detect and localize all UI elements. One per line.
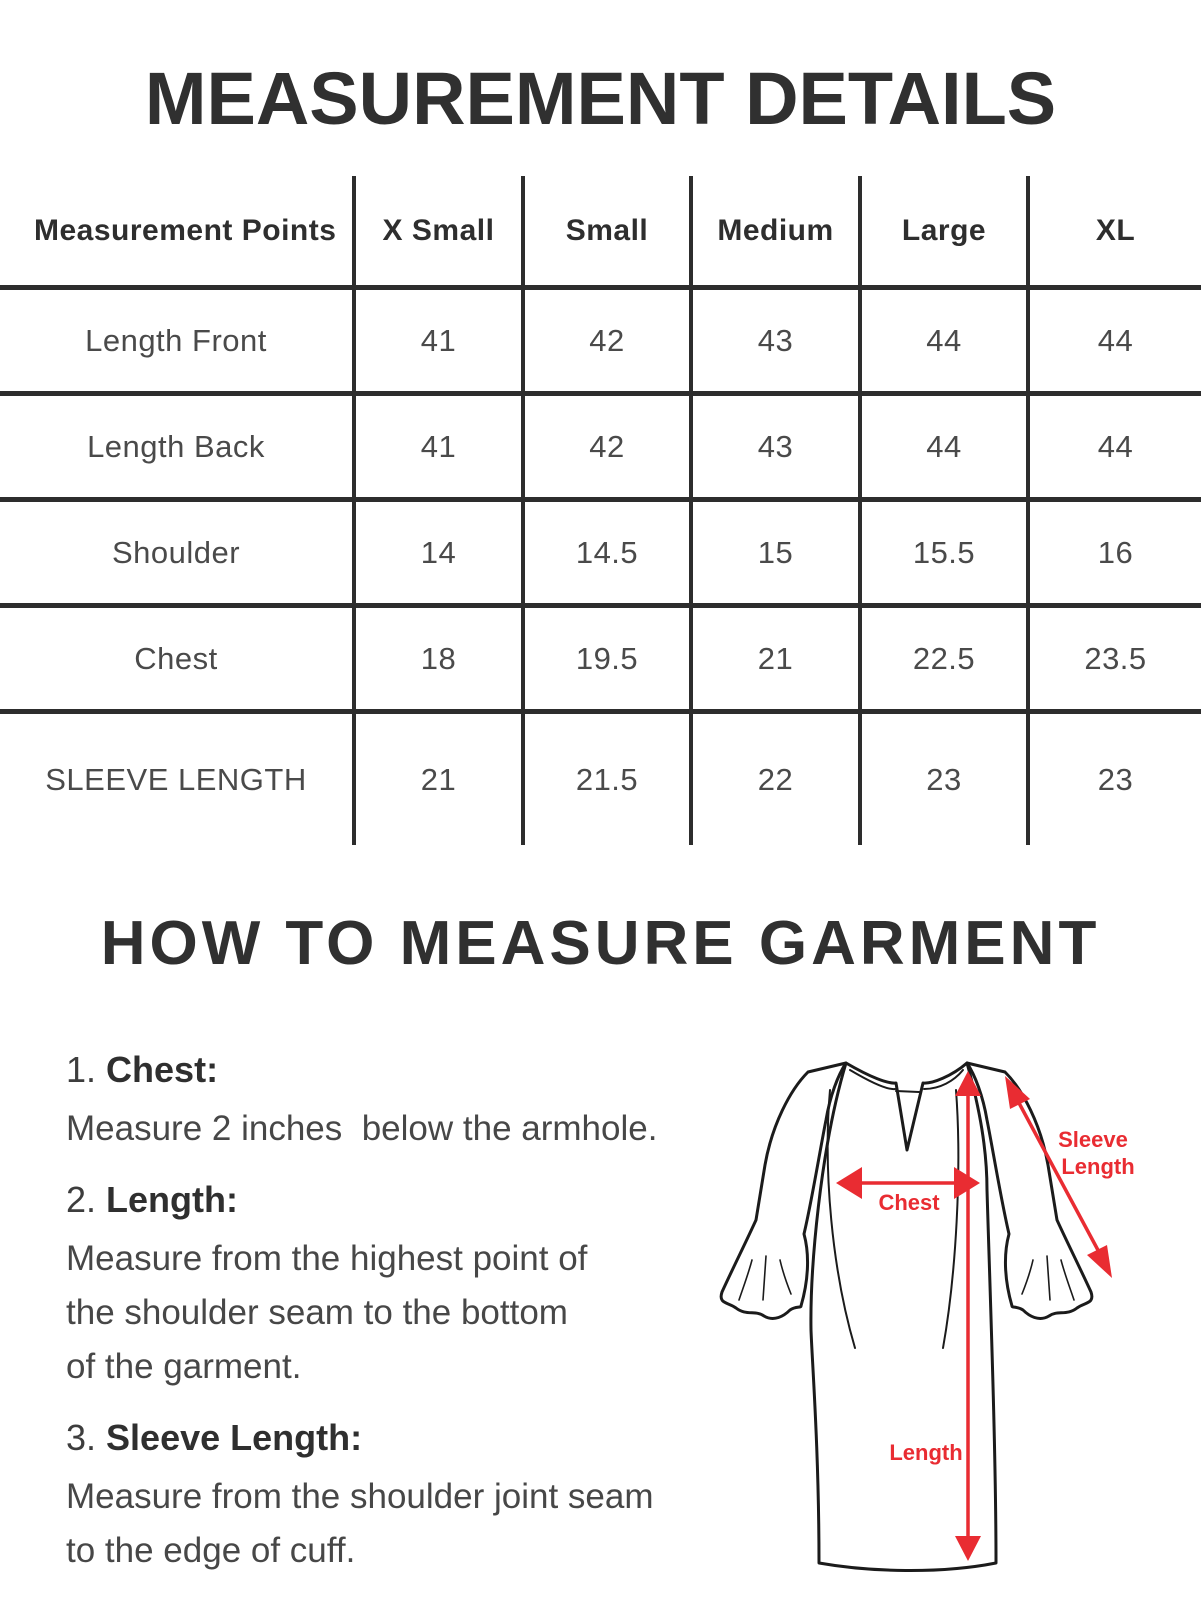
- table-cell: 15.5: [862, 502, 1030, 603]
- row-label: Length Front: [0, 290, 356, 391]
- row-label: Length Back: [0, 396, 356, 497]
- table-cell: 42: [525, 290, 693, 391]
- table-header-row: [0, 176, 1201, 290]
- table-cell: 41: [356, 396, 525, 497]
- page-title: MEASUREMENT DETAILS: [144, 57, 1057, 140]
- table-cell: 43: [693, 396, 862, 497]
- table-cell: 43: [693, 290, 862, 391]
- step-heading: [66, 1048, 721, 1092]
- table-cell: 21: [356, 714, 525, 845]
- table-cell: 14: [356, 502, 525, 603]
- table-row-shoulder: [0, 502, 1201, 608]
- sleeve-length-label-line1: Sleeve: [1058, 1127, 1128, 1152]
- table-row-sleeve-length: [0, 714, 1201, 845]
- table-cell: 16: [1097, 534, 1134, 570]
- column-header-medium: Medium: [693, 176, 862, 285]
- column-header-xl: XL: [1095, 213, 1136, 247]
- instruction-step-sleeve-length: [66, 1416, 721, 1578]
- column-header-x-small: X Small: [356, 176, 525, 285]
- table-cell: 21: [693, 608, 862, 709]
- table-row-chest: [0, 608, 1201, 714]
- table-cell: 19.5: [525, 608, 693, 709]
- table-cell: 42: [525, 396, 693, 497]
- length-arrow-label: Length: [889, 1440, 963, 1465]
- table-row-length-back: [0, 396, 1201, 502]
- step-text: of the garment.: [66, 1347, 302, 1386]
- step-number: 1.: [66, 1049, 97, 1090]
- chest-arrow-label: Chest: [878, 1190, 940, 1215]
- table-cell: 23: [1097, 761, 1134, 797]
- step-text: Measure 2 inches below the armhole.: [66, 1109, 658, 1148]
- step-label: Length:: [106, 1179, 239, 1220]
- table-cell: 23: [862, 714, 1030, 845]
- measurement-table: [0, 176, 1201, 845]
- neck-slit-bar: [896, 1091, 919, 1092]
- instructions-list: [66, 1048, 721, 1600]
- table-cell: 44: [1097, 322, 1134, 358]
- instruction-step-chest: [66, 1048, 721, 1156]
- table-cell: 44: [862, 396, 1030, 497]
- table-cell: 18: [356, 608, 525, 709]
- table-row-length-front: [0, 290, 1201, 396]
- dress-illustration: [660, 1030, 1180, 1600]
- how-to-measure-title: HOW TO MEASURE GARMENT: [100, 909, 1101, 978]
- step-number: 3.: [66, 1417, 97, 1458]
- row-label: Shoulder: [0, 502, 356, 603]
- sleeve-arrowhead-bottom: [1087, 1245, 1112, 1278]
- table-cell: 22.5: [862, 608, 1030, 709]
- step-text: Measure from the shoulder joint seam: [66, 1477, 654, 1516]
- row-label: SLEEVE LENGTH: [0, 714, 356, 845]
- table-cell: 44: [862, 290, 1030, 391]
- table-cell: 44: [1097, 428, 1134, 464]
- table-cell: 21.5: [525, 714, 693, 845]
- table-cell: 41: [356, 290, 525, 391]
- column-header-small: Small: [525, 176, 693, 285]
- table-cell: 14.5: [525, 502, 693, 603]
- step-text: the shoulder seam to the bottom: [66, 1293, 568, 1332]
- column-header-large: Large: [862, 176, 1030, 285]
- step-label: Chest:: [106, 1049, 219, 1090]
- table-cell: 23.5: [1084, 640, 1147, 676]
- table-cell: 22: [693, 714, 862, 845]
- garment-diagram: [660, 1030, 1180, 1600]
- table-cell: 15: [693, 502, 862, 603]
- step-heading: [66, 1178, 721, 1222]
- row-label: Chest: [0, 608, 356, 709]
- step-text: Measure from the highest point of: [66, 1239, 588, 1278]
- step-text: to the edge of cuff.: [66, 1531, 356, 1570]
- step-heading: [66, 1416, 721, 1460]
- column-header-measurement-points: Measurement Points: [0, 176, 356, 285]
- step-label: Sleeve Length:: [106, 1417, 363, 1458]
- step-number: 2.: [66, 1179, 97, 1220]
- instruction-step-length: [66, 1178, 721, 1394]
- sleeve-length-label-line2: Length: [1061, 1154, 1135, 1179]
